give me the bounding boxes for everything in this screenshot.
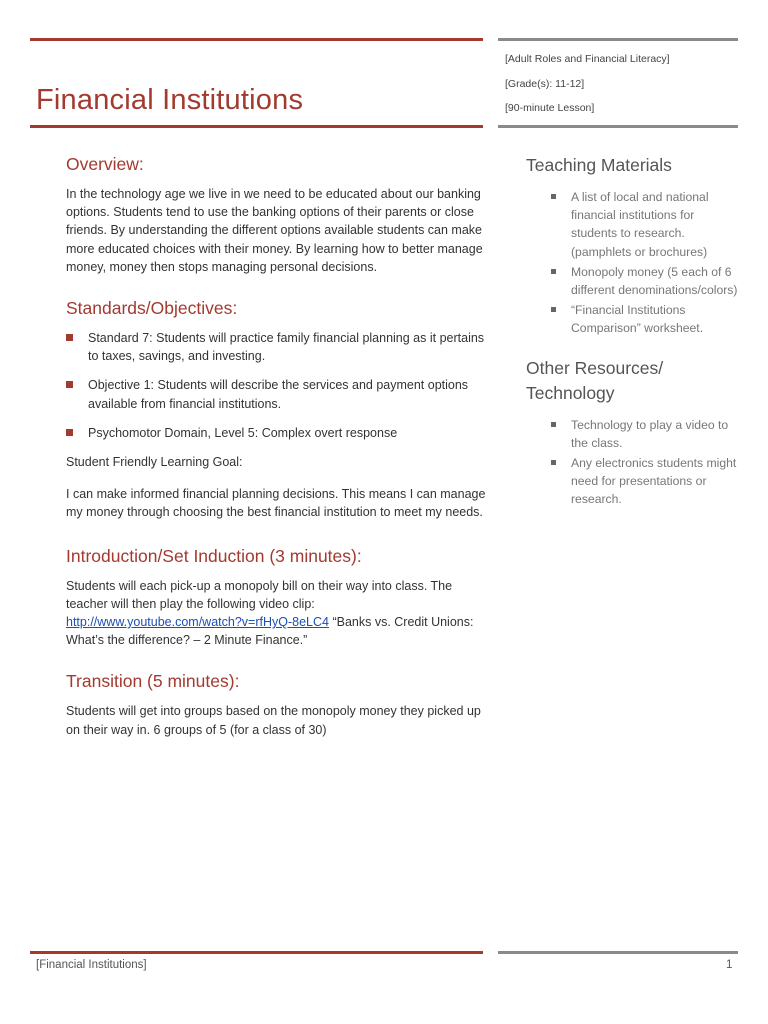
bullet-square-icon [66, 429, 73, 436]
standards-heading: Standards/Objectives: [66, 298, 238, 319]
list-item: Standard 7: Students will practice family financial planning as it pertains to taxes, savings, and investing. [66, 329, 486, 365]
bullet-square-icon [66, 334, 73, 341]
page-title: Financial Institutions [36, 84, 304, 116]
header-bottom-rule [30, 125, 483, 128]
main-column [66, 154, 486, 753]
other-resources-list [526, 416, 741, 509]
meta-top-rule [498, 38, 738, 41]
bullet-square-icon [551, 460, 556, 465]
page-number: 1 [726, 959, 733, 971]
list-item: Technology to play a video to the class. [526, 416, 741, 452]
list-item: Objective 1: Students will describe the services and payment options available from financial institutions. [66, 376, 486, 412]
overview-text: In the technology age we live in we need to be educated about our banking options. Students tend to use the banking options of their parents or close friends. By understanding the different options available students can make more educated choices with their money. By learning how to better manage money, money then stops managing personal decisions. [66, 187, 483, 274]
list-item: Psychomotor Domain, Level 5: Complex overt response [66, 424, 486, 442]
teaching-materials-heading: Teaching Materials [526, 155, 672, 175]
header-top-rule [30, 38, 483, 41]
sidebar-column [526, 153, 741, 511]
video-link[interactable]: http://www.youtube.com/watch?v=rfHyQ-8eLC4 [66, 615, 329, 630]
footer-rule [30, 951, 483, 954]
meta-duration: [90-minute Lesson] [505, 102, 595, 114]
other-resources-heading: Other Resources/ Technology [526, 357, 664, 403]
introduction-heading: Introduction/Set Induction (3 minutes): [66, 545, 362, 566]
bullet-square-icon [551, 194, 556, 199]
overview-heading: Overview: [66, 154, 144, 174]
list-item: A list of local and national financial institutions for students to research. (pamphlets or brochures) [526, 188, 741, 261]
teaching-materials-list [526, 188, 741, 338]
learning-goal-label: Student Friendly Learning Goal: [66, 455, 243, 470]
bullet-square-icon [551, 269, 556, 274]
standards-list [66, 329, 486, 442]
introduction-text: Students will each pick-up a monopoly bill on their way into class. The teacher will then play the following video clip: http://www.youtube.com/watch?v=rfHyQ-8eLC4 “Banks vs. Credit Unions: What’s the difference? – 2 Minute Finance.” [66, 578, 474, 648]
learning-goal-text: I can make informed financial planning decisions. This means I can manage my money through choosing the best financial institution to meet my needs. [66, 487, 486, 520]
list-item: Monopoly money (5 each of 6 different denominations/colors) [526, 263, 741, 299]
list-item: “Financial Institutions Comparison” worksheet. [526, 301, 741, 337]
list-item: Any electronics students might need for presentations or research. [526, 454, 741, 509]
meta-bottom-rule [498, 125, 738, 128]
transition-text: Students will get into groups based on the monopoly money they picked up on their way in. 6 groups of 5 (for a class of 30) [66, 704, 481, 737]
meta-course: [Adult Roles and Financial Literacy] [505, 53, 670, 65]
footer-rule-gray [498, 951, 738, 954]
footer-title: [Financial Institutions] [36, 959, 147, 971]
bullet-square-icon [66, 381, 73, 388]
meta-grade: [Grade(s): 11-12] [505, 78, 585, 90]
bullet-square-icon [551, 422, 556, 427]
transition-heading: Transition (5 minutes): [66, 671, 240, 692]
bullet-square-icon [551, 307, 556, 312]
